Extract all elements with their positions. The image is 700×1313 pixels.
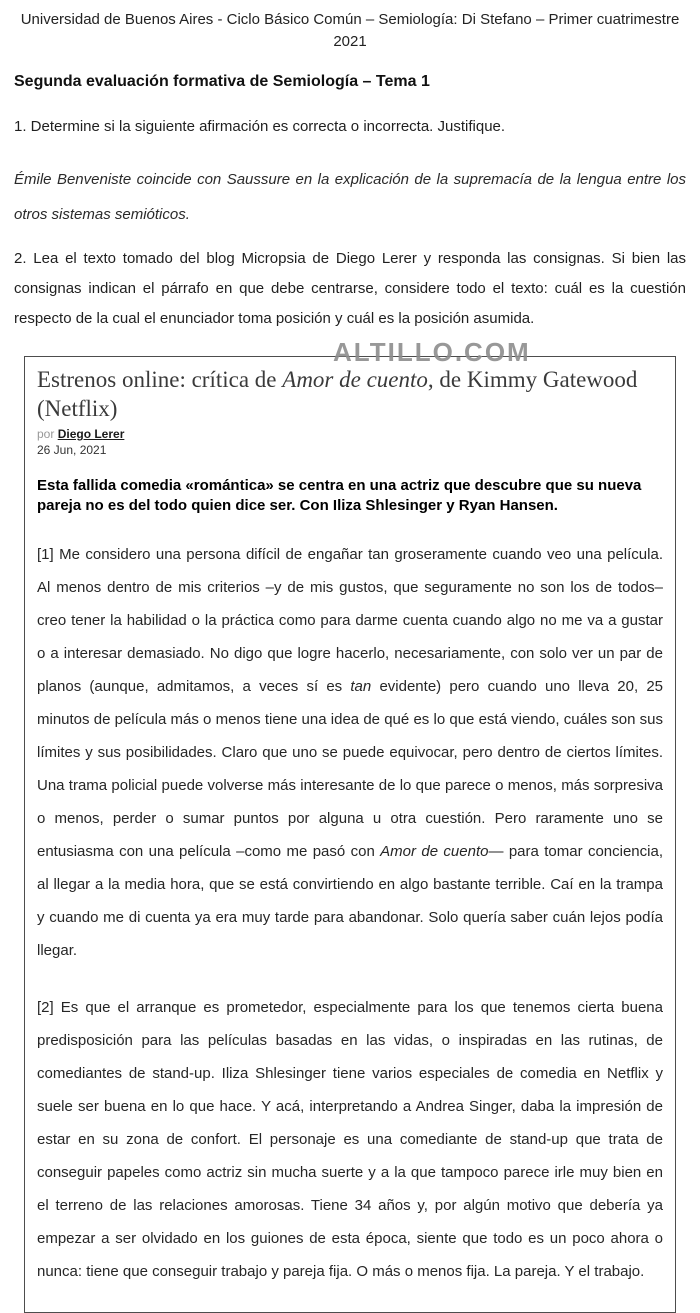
course-header: Universidad de Buenos Aires - Ciclo Básico Común – Semiología: Di Stefano – Primer cuatrimestre 2021 [20, 11, 680, 50]
article-date: 26 Jun, 2021 [37, 443, 107, 457]
article-lead: Esta fallida comedia «romántica» se centra en una actriz que descubre que su nueva pareja no es del todo quien dice ser. Con Iliza Shlesinger y Ryan Hansen. [37, 477, 642, 514]
statement-italic: Émile Benveniste coincide con Saussure en la explicación de la supremacía de la lengua entre los otros sistemas semióticos. [14, 171, 686, 223]
question-2: 2. Lea el texto tomado del blog Micropsia de Diego Lerer y responda las consignas. Si bien las consignas indican el párrafo en que debe centrarse, considere todo el texto: cuál es la cuestión respecto de la cual el enunciador toma posición y cuál es la posición asumida. [14, 250, 686, 327]
p1-run-2: evidente) pero cuando uno lleva 20, 25 minutos de película más o menos tiene una idea de qué es lo que está viendo, cuáles son sus límites y sus posibilidades. Claro que uno se puede equivocar, pero dentro de ciertos límites. Una trama policial puede volverse más interesante de lo que parece o menos, más sorpresiva o menos, perder o sumar puntos por alguna u otra cuestión. Pero raramente uno se entusiasma con una película –como me pasó con [37, 678, 664, 860]
article-title-post: , de Kimmy Gatewood (Netflix) [37, 367, 638, 421]
p1-italic-tan: tan [350, 678, 372, 695]
altillo-watermark: ALTILLO.COM [333, 337, 531, 367]
article-title-movie-name: Amor de cuento [282, 367, 428, 392]
article-title [37, 365, 663, 423]
p1-run-1: [1] Me considero una persona difícil de engañar tan groseramente cuando veo una película. Al menos dentro de mis criterios –y de mis gustos, que seguramente no son los de todos– creo tener la habilidad o la práctica como para darme cuenta cuando algo no me va a gustar o a interesar demasiado. No digo que logre hacerlo, necesariamente, con solo ver un par de planos (aunque, admitamos, a veces sí es [37, 546, 663, 695]
article-paragraph-2: [2] Es que el arranque es prometedor, especialmente para los que tenemos cierta buena predisposición para las películas basadas en las vidas, o inspiradas en las rutinas, de comediantes de stand-up. Iliza Shlesinger tiene varios especiales de comedia en Netflix y suele ser buena en lo que hace. Y acá, interpretando a Andrea Singer, daba la impresión de estar en su zona de confort. El personaje es una comediante de stand-up que trata de conseguir papeles como actriz sin mucha suerte y a la que tampoco parece irle muy bien en el terreno de las relaciones amorosas. Tiene 34 años y, por algún motivo que debería ya empezar a ser olvidado en los guiones de esta época, siente que todo es un poco ahora o nunca: tiene que conseguir trabajo y pareja fija. O más o menos fija. La pareja. Y el trabajo. [37, 999, 663, 1280]
article-box [24, 356, 676, 1313]
byline-label: por [37, 427, 58, 441]
question-1: 1. Determine si la siguiente afirmación es correcta o incorrecta. Justifique. [14, 118, 506, 135]
byline [37, 427, 663, 442]
article-paragraph-1 [37, 538, 663, 967]
p1-run-3: — para tomar conciencia, al llegar a la media hora, que se está convirtiendo en algo bastante terrible. Caí en la trampa y cuando me di cuenta ya era muy tarde para abandonar. Solo quería saber cuán lejos podía llegar. [37, 843, 663, 959]
author-link[interactable]: Diego Lerer [57, 427, 125, 441]
exam-title: Segunda evaluación formativa de Semiología – Tema 1 [14, 73, 430, 90]
p1-italic-movie-name: Amor de cuento [380, 843, 489, 860]
article-title-pre: Estrenos online: crítica de [37, 367, 283, 392]
